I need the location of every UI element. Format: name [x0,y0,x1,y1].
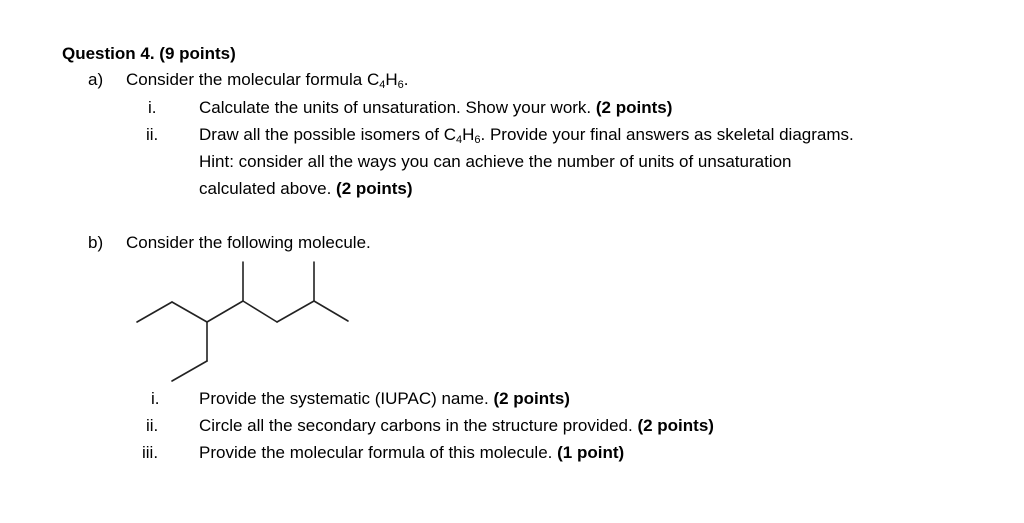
part-b-item-iii-points: (1 point) [557,443,625,462]
question-title: Question 4. (9 points) [62,44,236,63]
bond [314,301,348,321]
part-b-item-iii-marker: iii. [142,443,159,462]
bond [207,301,243,322]
part-a-item-i-marker: i. [148,98,157,117]
bond [137,302,172,322]
bond [277,301,314,322]
part-b-marker: b) [88,233,104,252]
part-b-item-i-text: Provide the systematic (IUPAC) name. (2 points) [199,389,570,408]
part-b-item-i-points: (2 points) [493,389,570,408]
part-a-item-ii-points: (2 points) [336,179,413,198]
bond [172,302,207,322]
bond [172,361,207,381]
part-b-item-ii-marker: ii. [146,416,159,435]
part-a-item-ii-marker: ii. [146,125,159,144]
part-a-item-i-text: Calculate the units of unsaturation. Show your work. (2 points) [199,98,673,117]
bond [243,301,277,322]
part-a-intro: Consider the molecular formula $C_4H_6$. [126,70,409,91]
part-b-item-i-marker: i. [151,389,160,408]
part-b-item-ii-text: Circle all the secondary carbons in the structure provided. (2 points) [199,416,714,435]
part-b-item-ii-points: (2 points) [637,416,714,435]
part-a-item-ii-line3: calculated above. (2 points) [199,179,413,198]
part-b-intro: Consider the following molecule. [126,233,371,252]
part-a-marker: a) [88,70,104,89]
part-a-item-ii-line1: Draw all the possible isomers of $C_4H_6$. Provide your final answers as skeletal diagrams. [199,125,854,146]
part-b-item-iii-text: Provide the molecular formula of this molecule. (1 point) [199,443,625,462]
part-a-item-ii-line2: Hint: consider all the ways you can achieve the number of units of unsaturation [199,152,792,171]
part-a-item-i-points: (2 points) [595,98,673,117]
